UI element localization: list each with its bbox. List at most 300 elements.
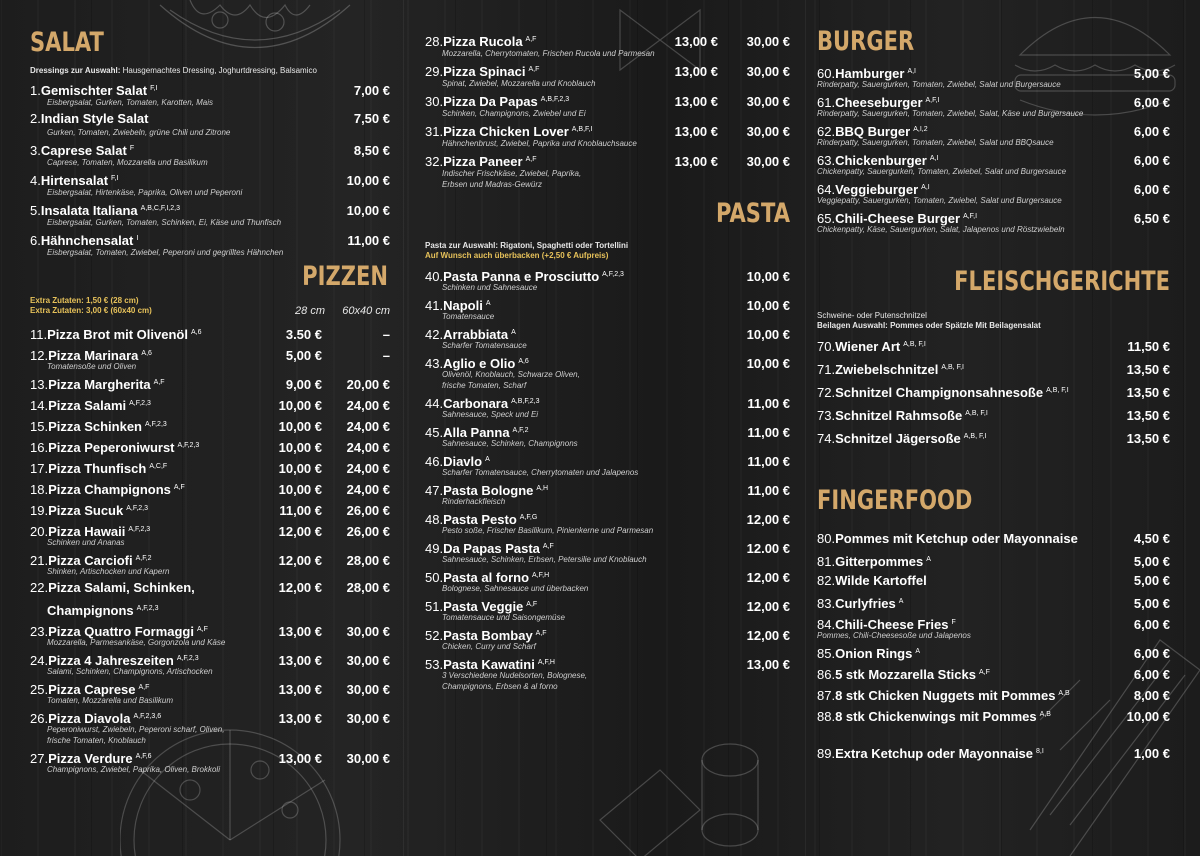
price-28cm: 10,00 € [278,440,322,455]
allergen-codes: A,F [525,36,537,43]
menu-item [30,577,390,619]
allergen-codes: A,F,2,3 [602,271,624,278]
item-price: 6,00 € [1133,124,1170,139]
item-price: 12,00 € [746,628,790,643]
price-60x40cm: 24,00 € [346,482,390,497]
allergen-codes: A [898,598,904,605]
menu-item [30,228,390,258]
menu-item [30,198,390,228]
menu-item [30,519,390,548]
item-price: 12.00 € [746,541,790,556]
item-name [48,477,267,500]
menu-item-row [817,549,1170,570]
item-price: 6,00 € [1133,182,1170,197]
item-price: 12,00 € [746,512,790,527]
item-price: 12,00 € [746,599,790,614]
item-number: 74. [817,431,836,446]
item-name-text: Pasta Panna e Prosciutto [443,269,600,284]
menu-item-row [817,379,1170,402]
item-name-text: Pizza Brot mit Olivenöl [47,327,188,342]
item-number: 21. [30,553,49,568]
item-name [835,528,1134,549]
menu-item [817,119,1170,148]
price-28cm: 12,00 € [278,553,322,568]
item-price: 5,00 € [1133,66,1170,81]
item-description: Shinken, Artischocken und Kapern [47,567,170,576]
menu-item [425,478,790,507]
menu-item [425,29,790,59]
item-price: 6,00 € [1133,153,1170,168]
item-price: 10,00 € [746,327,790,342]
allergen-codes: A,I,2 [913,126,928,133]
item-name-text: Pommes mit Ketchup oder Mayonnaise [835,531,1078,546]
item-description: Rinderpatty, Sauergurken, Tomaten, Zwiebel, Salat und Burgersauce [817,80,1061,89]
item-name [835,741,1134,765]
item-name [835,641,1134,664]
item-number: 19. [30,503,49,518]
column-left [0,0,400,856]
allergen-codes: A,B,F,2,3 [540,96,570,103]
allergen-codes: A,F,2,3 [176,655,199,662]
allergen-codes: A,F,2,3 [126,505,149,512]
item-description: Champignons, Zwiebel, Paprika, Oliven, Brokkoli [47,765,220,774]
menu-item-row [817,425,1170,448]
item-name-text: Pizza 4 Jahreszeiten [48,653,174,668]
item-number: 11. [30,327,48,342]
item-number: 89. [817,746,836,761]
item-description: Peperoniwurst, Zwiebeln, Peperoni scharf, Oliven, [47,725,225,734]
allergen-codes: A,F [526,601,538,608]
menu-item [425,565,790,594]
menu-item [817,704,1170,725]
item-name [48,456,267,479]
menu-item [425,623,790,652]
allergen-codes: A,B, F,I [903,341,926,348]
price-60x40cm: 30,00 € [346,624,390,639]
price-28cm: 13,00 € [278,751,322,766]
menu-item [30,648,390,677]
item-name-text: Pizza Spinaci [443,64,526,79]
menu-item-row [30,372,390,393]
item-description: Gurken, Tomaten, Zwiebeln, grüne Chili und Zitrone [47,128,231,137]
menu-item [425,149,790,190]
allergen-codes: A,I [907,68,916,75]
item-description-continued: Erbsen und Madras-Gewürz [442,180,543,189]
item-name [835,704,1127,727]
menu-item [817,570,1170,591]
allergen-codes: A [511,329,516,336]
salat-heading: SALAT [30,27,104,58]
item-price: 13,50 € [1126,385,1170,400]
menu-item [30,677,390,706]
item-name-text: Pizza Verdure [48,751,133,766]
allergen-codes: A,F [525,156,537,163]
item-name-text: Wiener Art [835,339,901,354]
menu-item-row [30,456,390,477]
allergen-codes: A,C,F [149,463,168,470]
item-name-text: Hamburger [835,66,905,81]
menu-item [817,662,1170,683]
item-name-text: Gitterpommes [835,554,924,569]
price-28cm: 13,00 € [278,624,322,639]
allergen-codes: F,I [150,85,158,92]
item-name [835,379,1127,404]
menu-item-row [817,591,1170,612]
item-name [48,498,267,521]
allergen-codes: A,B,F,2,3 [511,398,540,405]
menu-item [425,119,790,149]
item-name-text: Onion Rings [835,646,913,661]
item-description: Mozzarella, Cherrytomaten, Frischen Rucola und Parmesan [442,49,655,58]
fingerfood-extra [817,741,1170,763]
item-name-text: Schnitzel Jägersoße [835,431,961,446]
pasta-list [425,264,790,692]
item-number: 44. [425,396,444,411]
menu-item [30,343,390,372]
menu-item [30,414,390,435]
menu-item [30,548,390,577]
item-price: 10,00 € [1126,709,1170,724]
item-number: 28. [425,34,444,49]
item-name-text: Pizza Paneer [443,154,523,169]
menu-item [817,177,1170,206]
pizzen-heading: PIZZEN [302,261,388,292]
item-name-text: Diavlo [443,454,483,469]
menu-item [30,706,390,746]
item-number: 50. [425,570,444,585]
item-name-text: Napoli [443,298,483,313]
menu-item [30,456,390,477]
item-price: 13,00 € [746,657,790,672]
price-60x40cm: 30,00 € [346,653,390,668]
allergen-codes: A [485,456,490,463]
allergen-codes: F [951,619,956,626]
item-description-continued: frische Tomaten, Knoblauch [47,736,146,745]
allergen-codes: A,B, F,I [941,364,964,371]
menu-item [817,333,1170,356]
item-price: 10,00 € [746,356,790,371]
item-description: Rinderpatty, Sauergurken, Tomaten, Zwiebel, Salat, Käse und Burgersauce [817,109,1084,118]
price-28cm: 3.50 € [285,327,322,342]
item-name-text: 8 stk Chicken Nuggets mit Pommes [835,688,1056,703]
allergen-codes: A,F [535,630,547,637]
item-number: 43. [425,356,444,371]
allergen-codes: A,F [542,543,554,550]
item-number: 32. [425,154,444,169]
menu-item-row [30,393,390,414]
price-28cm: 13,00 € [278,711,322,726]
item-name-text: Pizza Peperoniwurst [48,440,175,455]
item-description: Pommes, Chili-Cheesesoße und Jalapenos [817,631,971,640]
schnitzel-note: Schweine- oder Putenschnitzel Beilagen Auswahl: Pommes oder Spätzle Mit Beilagensalat [817,311,1041,330]
item-price: 8,50 € [353,143,390,158]
item-name-text: Zwiebelschnitzel [835,362,939,377]
item-name [47,322,267,345]
item-number: 80. [817,531,836,546]
item-number: 61. [817,95,836,110]
item-number: 86. [817,667,836,682]
menu-item [30,138,390,168]
item-name-text: Hähnchensalat [40,233,134,248]
item-description: Tomatensoße und Oliven [47,362,137,371]
item-name [48,372,267,395]
item-description: Eisbergsalat, Gurken, Tomaten, Karotten, Mais [47,98,214,107]
item-number: 18. [30,482,49,497]
item-description: Chickenpatty, Käse, Sauergurken, Salat, Jalapenos und Röstzwiebeln [817,225,1065,234]
menu-item [425,351,790,391]
item-price: 6,00 € [1133,617,1170,632]
price-60x40cm: – [382,348,390,363]
price-28cm: 5,00 € [285,348,322,363]
price-60x40cm: 30,00 € [346,682,390,697]
item-number: 71. [817,362,836,377]
allergen-codes: A,F,2,3 [136,605,159,612]
menu-item-row [30,477,390,498]
menu-item [817,206,1170,235]
allergen-codes: A,B, F,I [963,433,987,440]
allergen-codes: A,F,G [519,514,538,521]
item-number: 82. [817,573,836,588]
burger-heading: BURGER [817,26,915,57]
price-60x40cm: 30,00 € [746,34,790,49]
item-name [835,425,1127,450]
allergen-codes: A,F [173,484,185,491]
burger-list [817,61,1170,235]
item-description: Caprese, Tomaten, Mozzarella und Basilikum [47,158,208,167]
item-price: 11,00 € [747,483,790,498]
pasta-note: Pasta zur Auswahl: Rigatoni, Spaghetti oder Tortellini Auf Wunsch auch überbacken (+2,50 € Aufpreis) [425,241,629,260]
item-number: 2. [30,111,41,126]
menu-item [30,78,390,108]
item-name-text: Hirtensalat [40,173,109,188]
menu-item [30,619,390,648]
item-number: 87. [817,688,836,703]
item-description: Eisbergsalat, Hirtenkäse, Paprika, Oliven und Peperoni [47,188,243,197]
item-price: 10,00 € [746,298,790,313]
item-name-text: Pasta Veggie [443,599,524,614]
item-name-text: Pizza Da Papas [443,94,538,109]
item-name-continued [30,598,390,621]
item-description: Tomatensauce [442,312,495,321]
item-number: 60. [817,66,836,81]
item-number: 26. [30,711,49,726]
menu-item [425,536,790,565]
menu-item [30,322,390,343]
menu-item-row [817,333,1170,356]
item-number: 53. [425,657,444,672]
item-name-text: Curlyfries [835,596,896,611]
allergen-codes: 8,I [1036,748,1044,755]
menu-item-row [30,414,390,435]
item-description: Eisbergsalat, Tomaten, Zwiebel, Peperoni und gegrilltes Hähnchen [47,248,284,257]
menu-item [30,168,390,198]
allergen-codes: A [915,648,921,655]
price-28cm: 10,00 € [278,461,322,476]
allergen-codes: A,F,6 [135,753,152,760]
item-name [835,662,1134,685]
item-name-text: Aglio e Olio [443,356,516,371]
menu-item [425,322,790,351]
item-price: 5,00 € [1133,596,1170,611]
item-number: 64. [817,182,836,197]
item-description: Indischer Frischkäse, Zwiebel, Paprika, [442,169,582,178]
price-28cm: 12,00 € [278,524,322,539]
allergen-codes: A,6 [190,329,202,336]
item-number: 45. [425,425,444,440]
menu-item [425,507,790,536]
item-name-text: Pasta Bombay [443,628,533,643]
item-number: 73. [817,408,836,423]
item-number: 12. [30,348,49,363]
price-28cm: 12,00 € [278,580,322,595]
item-name-text: Extra Ketchup oder Mayonnaise [835,746,1034,761]
price-60x40cm: 30,00 € [346,751,390,766]
item-description: Sahnesauce, Schinken, Champignons [442,439,578,448]
item-name-text: Chickenburger [835,153,927,168]
item-name-text: Gemischter Salat [40,83,148,98]
menu-item [30,498,390,519]
price-60x40cm: 20,00 € [346,377,390,392]
item-name-text: Veggieburger [835,182,919,197]
menu-item [817,425,1170,448]
item-price: 11,00 € [747,454,790,469]
menu-item [425,594,790,623]
menu-item [30,435,390,456]
menu-item [425,59,790,89]
allergen-codes: A,6 [518,358,529,365]
item-name-text: Pizza Champignons [48,482,171,497]
allergen-codes: A,B [1039,711,1051,718]
item-number: 63. [817,153,836,168]
item-name-text: Carbonara [443,396,509,411]
menu-item [817,528,1170,549]
item-price: 5,00 € [1133,573,1170,588]
price-60x40cm: 24,00 € [346,440,390,455]
item-name-text: 8 stk Chickenwings mit Pommes [835,709,1037,724]
allergen-codes: A,F,2 [135,555,152,562]
item-description: Tomatensauce und Saisongemüse [442,613,565,622]
price-60x40cm: – [382,327,390,342]
price-60x40cm: 28,00 € [346,580,390,595]
item-number: 72. [817,385,836,400]
menu-item-row [30,435,390,456]
item-description: Olivenöl, Knoblauch, Schwarze Oliven, [442,370,580,379]
item-description: Tomaten, Mozzarella und Basilikum [47,696,173,705]
item-price: 7,00 € [353,83,390,98]
extra-note-28: Extra Zutaten: 1,50 € (28 cm) [30,296,139,305]
item-name [835,549,1134,572]
menu-item [425,391,790,420]
item-number: 85. [817,646,836,661]
item-number: 41. [425,298,444,313]
item-price: 6,00 € [1133,667,1170,682]
item-number: 14. [30,398,49,413]
item-number: 46. [425,454,444,469]
allergen-codes: F [129,145,135,152]
column-divider [403,0,404,856]
allergen-codes: A,F [138,684,150,691]
menu-item [817,591,1170,612]
price-28cm: 9,00 € [285,377,322,392]
item-price: 13,50 € [1126,408,1170,423]
price-28cm: 10,00 € [278,482,322,497]
price-28cm: 13,00 € [278,653,322,668]
item-number: 27. [30,751,49,766]
item-name-text: Chili-Cheese Burger [835,211,961,226]
price-60x40cm: 24,00 € [346,419,390,434]
item-price: 10,00 € [346,203,390,218]
allergen-codes: A,F [153,379,165,386]
price-28cm: 13,00 € [674,64,718,79]
item-description: Pesto soße, Frischer Basilikum, Pinienkerne und Parmesan [442,526,654,535]
price-28cm: 13,00 € [674,154,718,169]
item-number: 83. [817,596,836,611]
item-name-text: BBQ Burger [835,124,911,139]
item-name-text: Pizza Carciofi [48,553,133,568]
allergen-codes: A,F,I [925,97,940,104]
item-name-text: Indian Style Salat [40,111,149,126]
item-description: Scharfer Tomatensauce [442,341,527,350]
allergen-codes: A,F,I [963,213,978,220]
item-name-text: Pizza Hawaii [48,524,126,539]
menu-item [817,612,1170,641]
item-description: Sahnesauce, Schinken, Erbsen, Petersilie und Knoblauch [442,555,647,564]
price-60x40cm: 26,00 € [346,503,390,518]
item-price: 6,00 € [1133,646,1170,661]
item-name-text: Pizza Salami [48,398,127,413]
item-number: 13. [30,377,49,392]
item-number: 88. [817,709,836,724]
item-price: 10,00 € [746,269,790,284]
item-description: Schinken und Ananas [47,538,125,547]
dressing-note: Dressings zur Auswahl: Hausgemachtes Dressing, Joghurtdressing, Balsamico [30,66,317,75]
menu-item-row [817,662,1170,683]
item-number: 5. [30,203,41,218]
item-name-text: Pasta Bologne [443,483,534,498]
item-description-continued: Champignons, Erbsen & al forno [442,682,558,691]
allergen-codes: A [926,556,931,563]
item-name [835,402,1127,427]
item-price: 11,00 € [747,396,790,411]
item-number: 65. [817,211,836,226]
item-price: 6,50 € [1133,211,1170,226]
salat-list [30,78,390,258]
menu-item [30,372,390,393]
allergen-codes: A,F [196,626,208,633]
price-28cm: 10,00 € [278,398,322,413]
extra-note-60: Extra Zutaten: 3,00 € (60x40 cm) [30,306,152,315]
allergen-codes: A,F,2,3 [145,421,167,428]
allergen-codes: A,I [929,155,939,162]
item-number: 22. [30,580,49,595]
allergen-codes: A,F [528,66,540,73]
item-description: Chickenpatty, Sauergurken, Tomaten, Zwiebel, Salat und Burgersauce [817,167,1067,176]
item-name [835,683,1134,706]
menu-item-row [30,498,390,519]
item-name [835,570,1134,591]
price-60x40cm: 30,00 € [746,154,790,169]
item-number: 4. [30,173,41,188]
allergen-codes: A,B,F,I [571,126,593,133]
item-name [835,333,1127,358]
price-28cm: 13,00 € [278,682,322,697]
item-price: 8,00 € [1133,688,1170,703]
item-name-text: Arrabbiata [443,327,509,342]
item-name-text: Champignons [47,603,134,618]
pizza-list-continued [425,29,790,190]
allergen-codes: A,F,H [537,659,555,666]
item-name-text: Pizza Margherita [48,377,151,392]
